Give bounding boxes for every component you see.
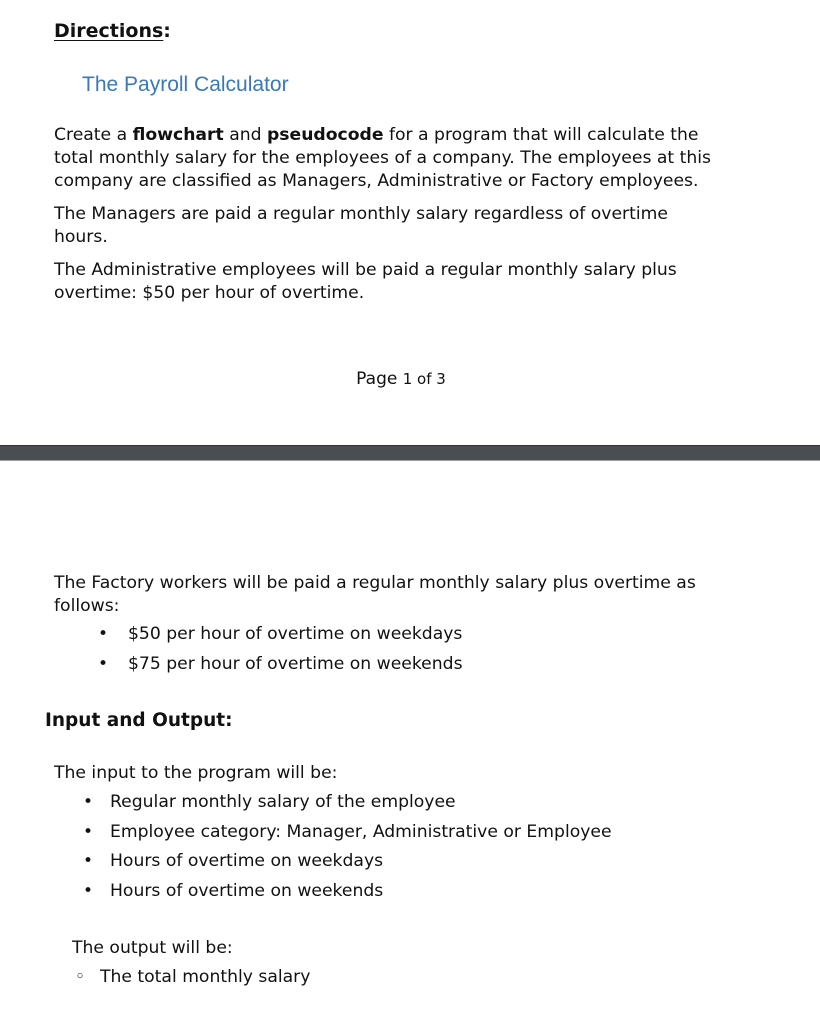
factory-rate-list: [98, 622, 698, 681]
intro-line-2: total monthly salary for the employees of a company. The employees at this: [54, 148, 711, 168]
list-item: [83, 879, 763, 909]
page-word: Page: [356, 369, 398, 389]
input-item-weekend-hours: Hours of overtime on weekends: [110, 880, 384, 901]
bullet-icon: •: [98, 653, 109, 674]
list-item: [83, 820, 763, 850]
output-item-total-salary: The total monthly salary: [100, 967, 311, 987]
input-item-category: Employee category: Manager, Administrative or Employee: [110, 821, 612, 842]
input-output-heading: Input and Output:: [45, 710, 233, 731]
intro-text-c: for a program that will calculate the: [383, 125, 699, 145]
page-break-divider: [0, 445, 820, 461]
input-intro: The input to the program will be:: [54, 763, 338, 783]
list-item: [98, 622, 698, 652]
admin-line-1: The Administrative employees will be paid a regular monthly salary plus: [54, 260, 677, 280]
bullet-icon: •: [98, 624, 109, 644]
directions-heading-text: Directions: [54, 20, 164, 42]
factory-rate-weekdays: $50 per hour of overtime on weekdays: [128, 624, 463, 644]
bullet-icon: •: [83, 851, 94, 871]
input-list: [83, 790, 763, 908]
managers-paragraph: [54, 203, 774, 249]
factory-line-1: The Factory workers will be paid a regular monthly salary plus overtime as: [54, 573, 696, 593]
output-list: [75, 965, 675, 995]
list-item: [75, 965, 675, 995]
intro-bold-flowchart: flowchart: [132, 125, 224, 145]
intro-line-3: company are classified as Managers, Administrative or Factory employees.: [54, 171, 699, 191]
bullet-icon: •: [83, 792, 94, 812]
admin-paragraph: [54, 259, 774, 305]
document-page-1: [0, 0, 820, 445]
intro-text-b: and: [223, 125, 267, 145]
page-number-footer: [0, 369, 802, 389]
output-intro: The output will be:: [72, 938, 233, 958]
bullet-icon: •: [83, 821, 94, 842]
input-item-salary: Regular monthly salary of the employee: [110, 792, 456, 812]
document-title: The Payroll Calculator: [82, 73, 289, 96]
bullet-icon: •: [83, 880, 94, 901]
list-item: [98, 652, 698, 682]
page-count: 1 of 3: [402, 370, 446, 388]
input-item-weekday-hours: Hours of overtime on weekdays: [110, 851, 384, 871]
intro-bold-pseudocode: pseudocode: [267, 125, 384, 145]
circle-bullet-icon: ◦: [75, 967, 86, 987]
directions-heading-colon: :: [163, 20, 171, 42]
managers-line-1: The Managers are paid a regular monthly salary regardless of overtime: [54, 204, 668, 224]
directions-heading: [54, 20, 171, 42]
factory-paragraph: [54, 572, 774, 618]
intro-text-a: Create a: [54, 125, 133, 145]
list-item: [83, 849, 763, 879]
managers-line-2: hours.: [54, 227, 108, 247]
admin-line-2: overtime: $50 per hour of overtime.: [54, 283, 365, 303]
factory-rate-weekends: $75 per hour of overtime on weekends: [128, 653, 463, 674]
intro-paragraph: [54, 124, 774, 193]
intro-line-1: [54, 124, 774, 147]
factory-line-2: follows:: [54, 596, 120, 616]
list-item: [83, 790, 763, 820]
